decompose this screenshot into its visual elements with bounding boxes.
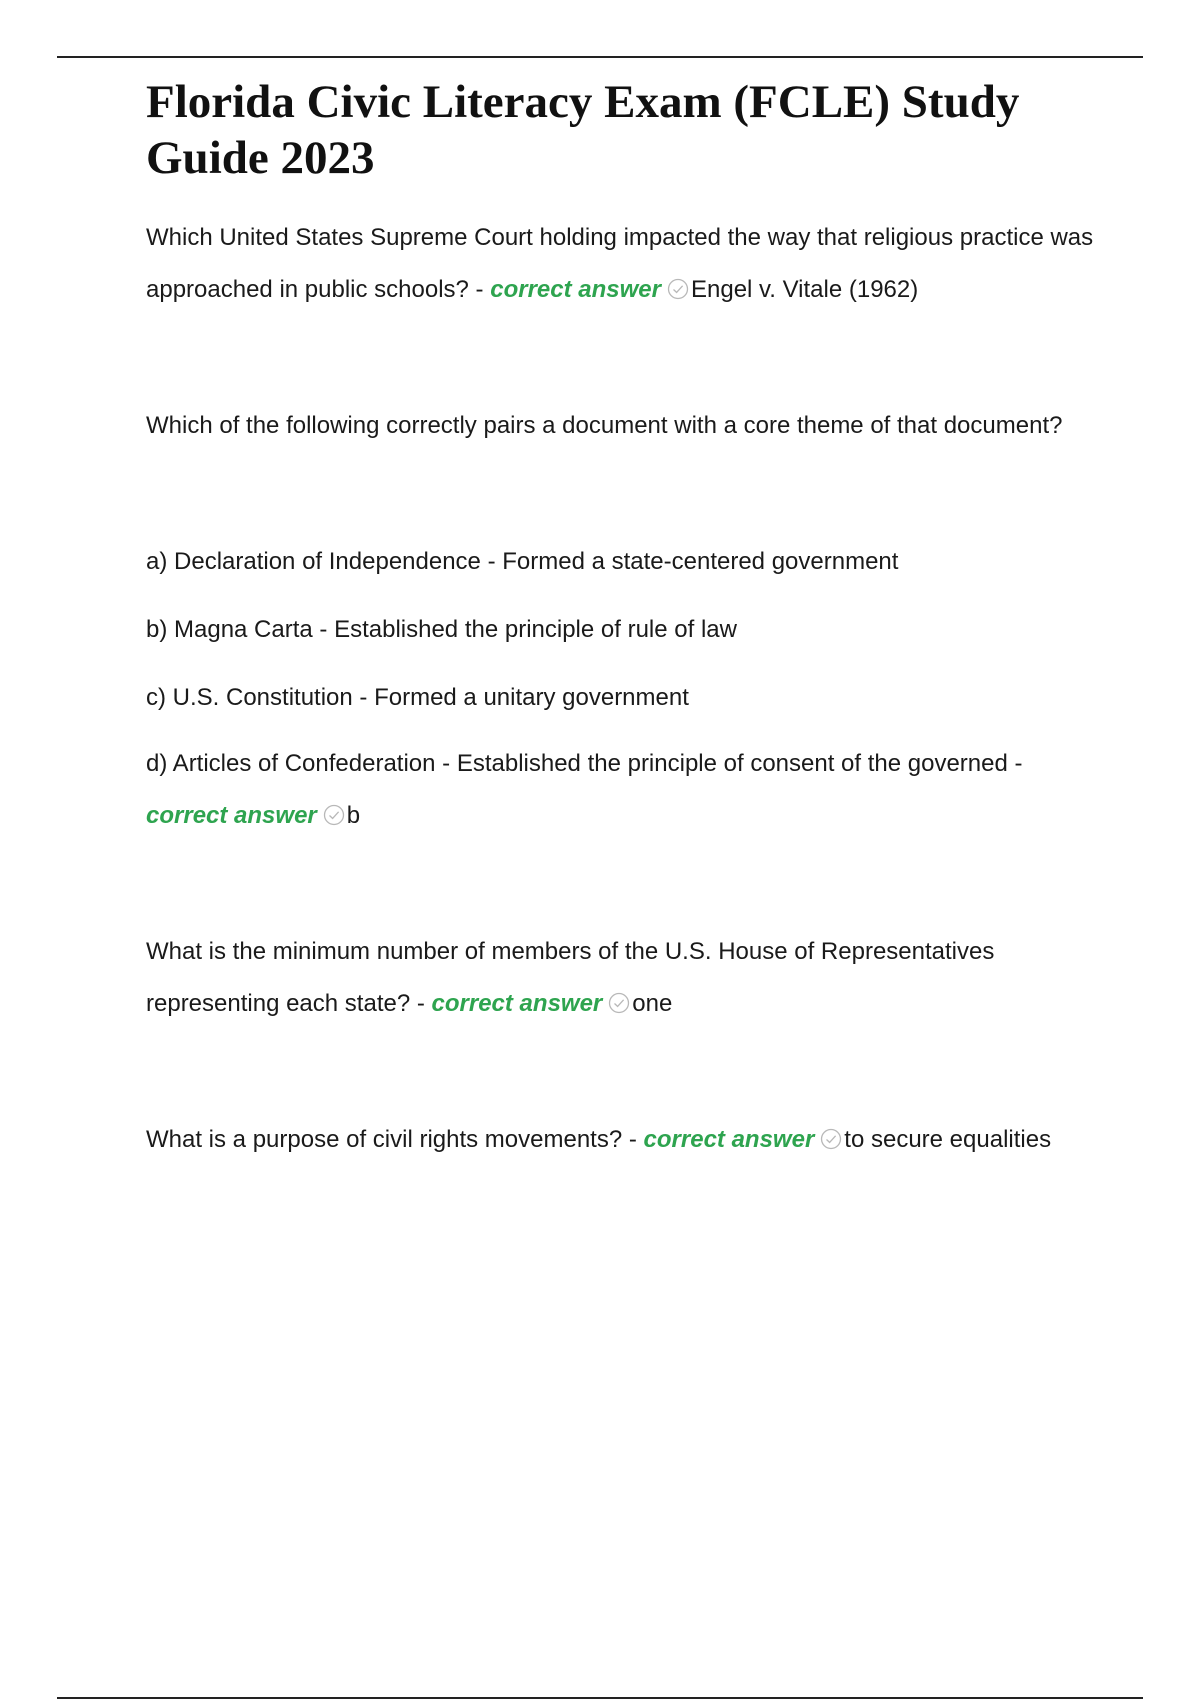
question-text: Which of the following correctly pairs a document with a core theme of that document? xyxy=(146,412,1063,439)
option-text: b) Magna Carta - Established the principle of rule of law xyxy=(146,616,737,643)
check-circle-icon xyxy=(820,1128,842,1150)
check-circle-icon xyxy=(323,804,345,826)
option-text: a) Declaration of Independence - Formed a state-centered government xyxy=(146,548,899,575)
correct-answer-label: correct answer xyxy=(643,1126,815,1153)
answer-text: to secure equalities xyxy=(844,1126,1052,1153)
check-circle-icon xyxy=(608,992,630,1014)
correct-answer-label: correct answer xyxy=(146,802,317,829)
option-text: c) U.S. Constitution - Formed a unitary government xyxy=(146,684,689,711)
correct-answer-label: correct answer xyxy=(490,276,661,303)
document-body xyxy=(146,74,1096,1166)
option-c xyxy=(146,672,1096,724)
answer-text: one xyxy=(632,990,673,1017)
check-circle-icon xyxy=(667,278,689,300)
question-4 xyxy=(146,1114,1096,1166)
question-1 xyxy=(146,212,1096,316)
answer-text: b xyxy=(346,802,361,829)
question-text: What is a purpose of civil rights movements? - xyxy=(146,1126,644,1153)
question-2 xyxy=(146,400,1096,452)
bottom-rule xyxy=(57,1697,1143,1699)
document-title: Florida Civic Literacy Exam (FCLE) Study Guide 2023 xyxy=(146,76,1020,184)
option-d xyxy=(146,738,1096,842)
top-rule xyxy=(57,56,1143,58)
question-text: Which United States Supreme Court holding impacted the way that religious practice was approached in public schools? - xyxy=(146,224,1094,303)
question-text: What is the minimum number of members of the U.S. House of Representatives representing each state? - xyxy=(146,938,995,1017)
question-3 xyxy=(146,926,1096,1030)
option-b xyxy=(146,604,1096,656)
correct-answer-label: correct answer xyxy=(431,990,603,1017)
answer-text: Engel v. Vitale (1962) xyxy=(690,276,919,303)
option-a xyxy=(146,536,1096,588)
option-text: d) Articles of Confederation - Established the principle of consent of the governed - xyxy=(146,750,1023,777)
